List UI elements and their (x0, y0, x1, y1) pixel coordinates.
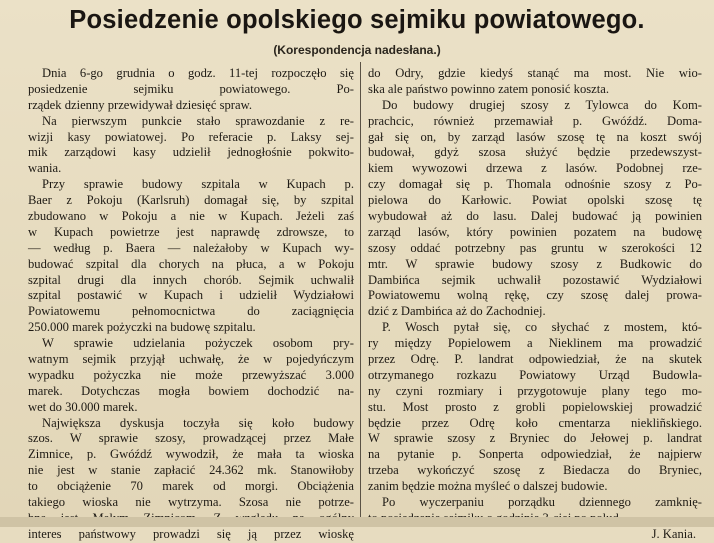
text-line: kiem wywozowi drzewa z lasów. Podobnej rze- (368, 161, 702, 176)
text-line: prachcic, również przemawiał p. Gwóźdź. Doma- (368, 113, 702, 128)
text-line: Dambińca sejmik uchwalił pozostawić Wydziałowi (368, 272, 702, 287)
author-signature: J. Kania. (651, 526, 696, 541)
right-column (368, 66, 702, 543)
text-line: budować szpital dla chorych na płuca, a w Pokoju (28, 256, 354, 271)
text-line: posiedzenie sejmiku powiatowego. Po- (28, 81, 354, 96)
text-line: to obciążenie 70 marek od morgi. Obciążenia (28, 479, 354, 494)
text-line: na pytanie p. Sonperta odpowiedział, że najpierw (368, 447, 702, 462)
text-line: ry między Popielowem a Nieklinem ma prowadzić (368, 336, 702, 351)
text-line: do Odry, gdzie kiedyś stanąć ma most. Nie wio- (368, 66, 702, 80)
text-line: przez Odrę. P. landrat odpowiedział, że na skutek (368, 352, 702, 367)
column-divider (360, 62, 361, 517)
text-line: Zimnice, p. Gwóźdź wywodził, że mała ta wioska (28, 447, 354, 462)
text-line: ska ale państwo powinno zatem ponosić koszta. (368, 81, 609, 96)
text-line: ny czyni rozmiary i przygotowuje plany tego mo- (368, 383, 702, 398)
text-line: Dnia 6-go grudnia o godz. 11-tej rozpoczęło się (42, 66, 354, 80)
text-line: wizji kasy powiatowej. Po referacie p. Laksy sej- (28, 129, 354, 144)
text-line: Przy sprawie budowy szpitala w Kupach p. (42, 177, 354, 192)
text-line: mik zarządowi kasy udzielił jednogłośnie pokwito- (28, 145, 354, 160)
text-line: 250.000 marek pożyczki na budowę szpitalu. (28, 320, 256, 335)
page-bottom-edge (0, 517, 714, 527)
text-line: interes państwowy prowadzi się ją przez wioskę (28, 526, 354, 541)
text-line: Powiatowemu pełnomocnictwa do zaciągnięcia (28, 304, 354, 319)
text-line: marek. Dotychczas mogła bowiem dochodzić na- (28, 383, 354, 398)
left-column (28, 66, 354, 543)
text-line: czy domagał się p. Thomala odnośnie szosy z Po- (368, 177, 702, 192)
text-line: W sprawie szosy z Bryniec do Jełowej p. landrat (368, 431, 702, 446)
text-line: Największa dyskusja toczyła się koło budowy (42, 415, 354, 430)
text-line: rządek dzienny przewidywał dziesięć spraw. (28, 97, 253, 112)
article-title: Posiedzenie opolskiego sejmiku powiatowego. (69, 6, 645, 34)
text-line: szosy oddać potrzebny pas gruntu w szerokości 12 (368, 240, 702, 255)
text-line: stu. Most prosto z grobli popielowskiej prowadzić (368, 399, 702, 414)
text-line: mtr. W sprawie budowy szosy z Budkowic do (368, 256, 702, 271)
text-line: budował, gdyż szosa służyć będzie przedewszyst- (368, 145, 702, 160)
text-line: Baer z Pokoju (Karlsruh) domagał się, by szpital (28, 193, 354, 208)
text-line: watnym sejmik przyjął uchwałę, że w pojedyńczym (28, 352, 354, 367)
text-line: będzie przez Odrę koło cmentarza niekliñskiego. (368, 415, 702, 430)
text-line: gał się on, by zarząd lasów szosę tę na koszt swój (368, 129, 702, 144)
text-line: w Kupach powietrze jest naprawdę zdrowsze, to (28, 224, 354, 239)
text-line: Powiatowemu wolną rękę, czy szosę dalej prowa- (368, 288, 702, 303)
text-line: pielowa do Karłowic. Powiat opolski szosę tę (368, 193, 702, 208)
text-line: wet do 30.000 marek. (28, 399, 138, 414)
text-line: otrzymanego rozkazu Powiatowy Urząd Budowla- (368, 367, 702, 382)
text-line: wybudował aż do lasu. Dalej budować ją powinien (368, 209, 702, 224)
text-line: Po wyczerpaniu porządku dziennego zamknię- (382, 495, 702, 510)
text-line: P. Wosch pytał się, co słychać z mostem, któ- (382, 320, 702, 335)
text-line: wania. (28, 161, 62, 176)
article-subtitle: (Korespondencja nadesłana.) (273, 43, 441, 57)
text-line: zarząd lasów, który powinien pozatem na budowę (368, 224, 702, 239)
text-line: szpital drugi dla innych chorób. Sejmik uchwalił (28, 272, 354, 287)
text-line: zbudowano w Pokoju a nie w Kupach. Jeżeli zaś (28, 209, 354, 224)
text-line: nie jest w stanie zapłacić 24.362 mk. Stanowiłoby (28, 463, 354, 478)
text-line: takiego wioska nie wytrzyma. Szosa nie potrze- (28, 495, 354, 510)
text-line: Do budowy drugiej szosy z Tylowca do Kom- (382, 97, 702, 112)
text-line: wypadku pożyczka nie może przewyższać 3.000 (28, 367, 354, 382)
text-line: Na pierwszym punkcie stało sprawozdanie z re- (42, 113, 354, 128)
text-line: szos. W sprawie szosy, prowadzącej przez Małe (28, 431, 354, 446)
text-line: — według p. Baera — należałoby w Kupach wy- (28, 240, 354, 255)
text-line: szpital postawić w Kupach i udzielił Wydziałowi (28, 288, 354, 303)
text-line: zanim będzie można myśleć o dalszej budowie. (368, 479, 608, 494)
text-line: dzić z Dambińca aż do Zachodniej. (368, 304, 546, 319)
text-line: trzeba wykończyć szosę z Biedacza do Bryniec, (368, 463, 702, 478)
text-line: W sprawie udzielania pożyczek osobom pry- (42, 336, 354, 351)
